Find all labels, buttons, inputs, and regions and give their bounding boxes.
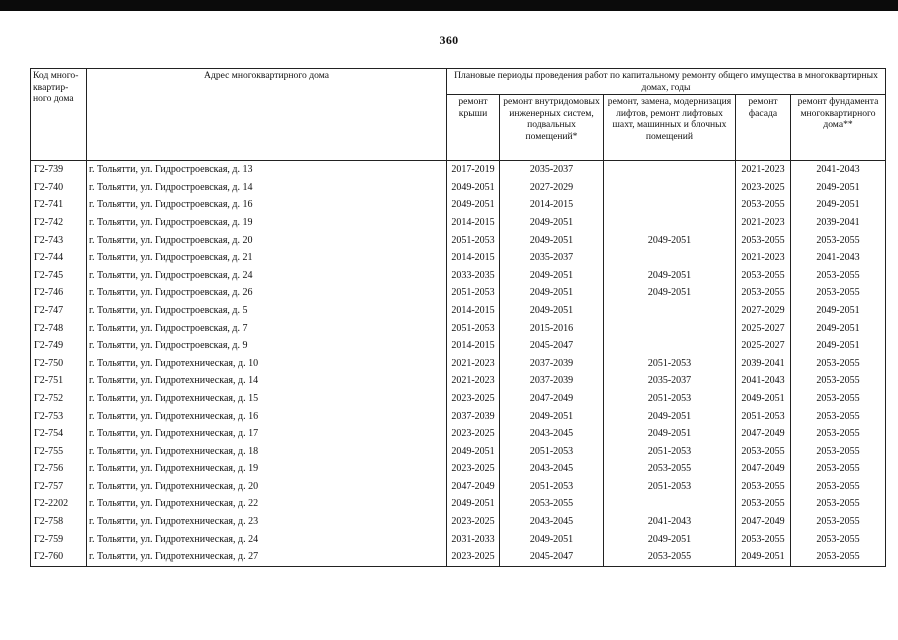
cell-facade: 2039-2041 [736,355,791,373]
table-row [31,320,886,338]
cell-roof: 2049-2051 [447,196,500,214]
cell-lifts: 2051-2053 [604,443,736,461]
cell-systems: 2027-2029 [500,179,604,197]
table-row [31,390,886,408]
cell-systems: 2049-2051 [500,302,604,320]
table-row [31,372,886,390]
cell-code: Г2-747 [31,302,87,320]
table-row [31,460,886,478]
cell-systems: 2049-2051 [500,531,604,549]
table-row [31,267,886,285]
table-row [31,531,886,549]
header-lifts: ремонт, замена, модернизация лифтов, ремонт лифтовых шахт, машинных и блочных помещений [604,95,736,161]
table-row [31,337,886,355]
cell-lifts: 2035-2037 [604,372,736,390]
cell-systems: 2045-2047 [500,548,604,566]
cell-foundation: 2053-2055 [791,284,886,302]
cell-roof: 2014-2015 [447,337,500,355]
cell-systems: 2043-2045 [500,425,604,443]
cell-foundation: 2053-2055 [791,390,886,408]
cell-address: г. Тольятти, ул. Гидростроевская, д. 19 [87,214,447,232]
cell-code: Г2-748 [31,320,87,338]
cell-systems: 2049-2051 [500,232,604,250]
cell-foundation: 2049-2051 [791,337,886,355]
cell-address: г. Тольятти, ул. Гидротехническая, д. 17 [87,425,447,443]
cell-facade: 2023-2025 [736,179,791,197]
cell-lifts: 2041-2043 [604,513,736,531]
cell-address: г. Тольятти, ул. Гидростроевская, д. 21 [87,249,447,267]
cell-facade: 2027-2029 [736,302,791,320]
cell-roof: 2014-2015 [447,302,500,320]
cell-systems: 2035-2037 [500,161,604,179]
cell-address: г. Тольятти, ул. Гидростроевская, д. 20 [87,232,447,250]
cell-facade: 2051-2053 [736,408,791,426]
cell-code: Г2-2202 [31,495,87,513]
cell-roof: 2049-2051 [447,443,500,461]
cell-facade: 2053-2055 [736,267,791,285]
cell-foundation: 2053-2055 [791,372,886,390]
cell-code: Г2-749 [31,337,87,355]
cell-foundation: 2053-2055 [791,408,886,426]
cell-facade: 2025-2027 [736,337,791,355]
cell-address: г. Тольятти, ул. Гидротехническая, д. 20 [87,478,447,496]
cell-facade: 2025-2027 [736,320,791,338]
cell-facade: 2047-2049 [736,460,791,478]
cell-facade: 2053-2055 [736,443,791,461]
cell-code: Г2-746 [31,284,87,302]
header-code: Код много-квартир-ного дома [31,69,87,161]
table-row [31,214,886,232]
cell-systems: 2037-2039 [500,355,604,373]
cell-address: г. Тольятти, ул. Гидростроевская, д. 7 [87,320,447,338]
table-row [31,355,886,373]
cell-code: Г2-755 [31,443,87,461]
table-row [31,495,886,513]
cell-roof: 2051-2053 [447,284,500,302]
cell-roof: 2033-2035 [447,267,500,285]
cell-code: Г2-744 [31,249,87,267]
table-row [31,425,886,443]
table-row [31,302,886,320]
cell-lifts: 2053-2055 [604,548,736,566]
cell-facade: 2053-2055 [736,232,791,250]
cell-foundation: 2049-2051 [791,179,886,197]
cell-address: г. Тольятти, ул. Гидростроевская, д. 26 [87,284,447,302]
cell-systems: 2043-2045 [500,513,604,531]
cell-address: г. Тольятти, ул. Гидротехническая, д. 23 [87,513,447,531]
cell-code: Г2-760 [31,548,87,566]
cell-foundation: 2053-2055 [791,548,886,566]
cell-address: г. Тольятти, ул. Гидротехническая, д. 19 [87,460,447,478]
cell-facade: 2053-2055 [736,495,791,513]
cell-code: Г2-750 [31,355,87,373]
header-address: Адрес многоквартирного дома [87,69,447,161]
header-facade: ремонт фасада [736,95,791,161]
cell-systems: 2049-2051 [500,284,604,302]
table-row [31,284,886,302]
cell-systems: 2049-2051 [500,408,604,426]
cell-lifts [604,320,736,338]
table-row [31,249,886,267]
cell-facade: 2053-2055 [736,478,791,496]
page-number: 360 [439,33,459,47]
cell-code: Г2-739 [31,161,87,179]
cell-foundation: 2041-2043 [791,161,886,179]
cell-roof: 2023-2025 [447,390,500,408]
cell-facade: 2053-2055 [736,284,791,302]
cell-address: г. Тольятти, ул. Гидростроевская, д. 13 [87,161,447,179]
cell-code: Г2-758 [31,513,87,531]
cell-foundation: 2053-2055 [791,478,886,496]
cell-foundation: 2053-2055 [791,425,886,443]
cell-roof: 2049-2051 [447,495,500,513]
table-body [31,161,886,567]
cell-lifts [604,214,736,232]
table-header [31,69,886,161]
cell-foundation: 2041-2043 [791,249,886,267]
cell-address: г. Тольятти, ул. Гидротехническая, д. 16 [87,408,447,426]
top-border-bar [0,0,898,11]
cell-facade: 2047-2049 [736,513,791,531]
cell-roof: 2021-2023 [447,372,500,390]
cell-lifts: 2049-2051 [604,408,736,426]
cell-code: Г2-741 [31,196,87,214]
cell-facade: 2047-2049 [736,425,791,443]
table-row [31,179,886,197]
cell-foundation: 2053-2055 [791,495,886,513]
cell-lifts: 2049-2051 [604,284,736,302]
cell-facade: 2021-2023 [736,214,791,232]
cell-lifts: 2049-2051 [604,531,736,549]
cell-lifts [604,249,736,267]
cell-roof: 2037-2039 [447,408,500,426]
cell-lifts [604,196,736,214]
header-periods: Плановые периоды проведения работ по капитальному ремонту общего имущества в многоквартирных домах, годы [447,69,886,95]
table-row [31,513,886,531]
cell-lifts: 2049-2051 [604,232,736,250]
table-row [31,478,886,496]
cell-systems: 2049-2051 [500,267,604,285]
cell-address: г. Тольятти, ул. Гидротехническая, д. 22 [87,495,447,513]
cell-code: Г2-745 [31,267,87,285]
cell-roof: 2023-2025 [447,460,500,478]
cell-facade: 2049-2051 [736,390,791,408]
cell-roof: 2023-2025 [447,548,500,566]
cell-lifts: 2049-2051 [604,267,736,285]
cell-facade: 2041-2043 [736,372,791,390]
cell-address: г. Тольятти, ул. Гидротехническая, д. 10 [87,355,447,373]
cell-facade: 2049-2051 [736,548,791,566]
cell-address: г. Тольятти, ул. Гидростроевская, д. 16 [87,196,447,214]
table-row [31,196,886,214]
cell-code: Г2-753 [31,408,87,426]
cell-systems: 2037-2039 [500,372,604,390]
cell-address: г. Тольятти, ул. Гидростроевская, д. 9 [87,337,447,355]
cell-facade: 2021-2023 [736,161,791,179]
cell-address: г. Тольятти, ул. Гидротехническая, д. 15 [87,390,447,408]
cell-foundation: 2053-2055 [791,460,886,478]
cell-code: Г2-752 [31,390,87,408]
cell-facade: 2021-2023 [736,249,791,267]
cell-code: Г2-757 [31,478,87,496]
cell-facade: 2053-2055 [736,196,791,214]
cell-roof: 2051-2053 [447,232,500,250]
repair-schedule-table [30,68,886,567]
cell-address: г. Тольятти, ул. Гидротехническая, д. 24 [87,531,447,549]
cell-roof: 2051-2053 [447,320,500,338]
cell-foundation: 2053-2055 [791,355,886,373]
cell-foundation: 2049-2051 [791,302,886,320]
cell-foundation: 2049-2051 [791,196,886,214]
cell-code: Г2-743 [31,232,87,250]
cell-systems: 2014-2015 [500,196,604,214]
cell-lifts: 2049-2051 [604,425,736,443]
cell-foundation: 2039-2041 [791,214,886,232]
cell-foundation: 2053-2055 [791,267,886,285]
cell-lifts [604,161,736,179]
cell-address: г. Тольятти, ул. Гидростроевская, д. 5 [87,302,447,320]
cell-roof: 2014-2015 [447,249,500,267]
cell-lifts [604,337,736,355]
header-systems: ремонт внутридомовых инженерных систем, подвальных помещений* [500,95,604,161]
cell-lifts [604,302,736,320]
cell-systems: 2035-2037 [500,249,604,267]
cell-lifts: 2051-2053 [604,478,736,496]
cell-code: Г2-759 [31,531,87,549]
cell-code: Г2-742 [31,214,87,232]
table-row [31,443,886,461]
cell-systems: 2015-2016 [500,320,604,338]
cell-facade: 2053-2055 [736,531,791,549]
cell-roof: 2047-2049 [447,478,500,496]
cell-code: Г2-740 [31,179,87,197]
cell-roof: 2021-2023 [447,355,500,373]
cell-roof: 2031-2033 [447,531,500,549]
cell-foundation: 2053-2055 [791,232,886,250]
table-row [31,161,886,179]
cell-lifts: 2053-2055 [604,460,736,478]
cell-lifts [604,179,736,197]
cell-address: г. Тольятти, ул. Гидротехническая, д. 27 [87,548,447,566]
cell-roof: 2049-2051 [447,179,500,197]
table-row [31,548,886,566]
cell-roof: 2017-2019 [447,161,500,179]
cell-code: Г2-754 [31,425,87,443]
cell-foundation: 2049-2051 [791,320,886,338]
cell-foundation: 2053-2055 [791,513,886,531]
cell-systems: 2043-2045 [500,460,604,478]
cell-roof: 2014-2015 [447,214,500,232]
cell-foundation: 2053-2055 [791,531,886,549]
cell-systems: 2047-2049 [500,390,604,408]
table-row [31,232,886,250]
cell-systems: 2051-2053 [500,443,604,461]
cell-address: г. Тольятти, ул. Гидротехническая, д. 14 [87,372,447,390]
cell-roof: 2023-2025 [447,425,500,443]
cell-roof: 2023-2025 [447,513,500,531]
cell-code: Г2-756 [31,460,87,478]
header-foundation: ремонт фундамента многоквартирного дома** [791,95,886,161]
cell-address: г. Тольятти, ул. Гидростроевская, д. 14 [87,179,447,197]
cell-lifts [604,495,736,513]
table-row [31,408,886,426]
cell-address: г. Тольятти, ул. Гидростроевская, д. 24 [87,267,447,285]
cell-systems: 2049-2051 [500,214,604,232]
cell-lifts: 2051-2053 [604,390,736,408]
cell-lifts: 2051-2053 [604,355,736,373]
cell-systems: 2053-2055 [500,495,604,513]
cell-code: Г2-751 [31,372,87,390]
cell-address: г. Тольятти, ул. Гидротехническая, д. 18 [87,443,447,461]
cell-foundation: 2053-2055 [791,443,886,461]
header-roof: ремонт крыши [447,95,500,161]
cell-systems: 2045-2047 [500,337,604,355]
cell-systems: 2051-2053 [500,478,604,496]
